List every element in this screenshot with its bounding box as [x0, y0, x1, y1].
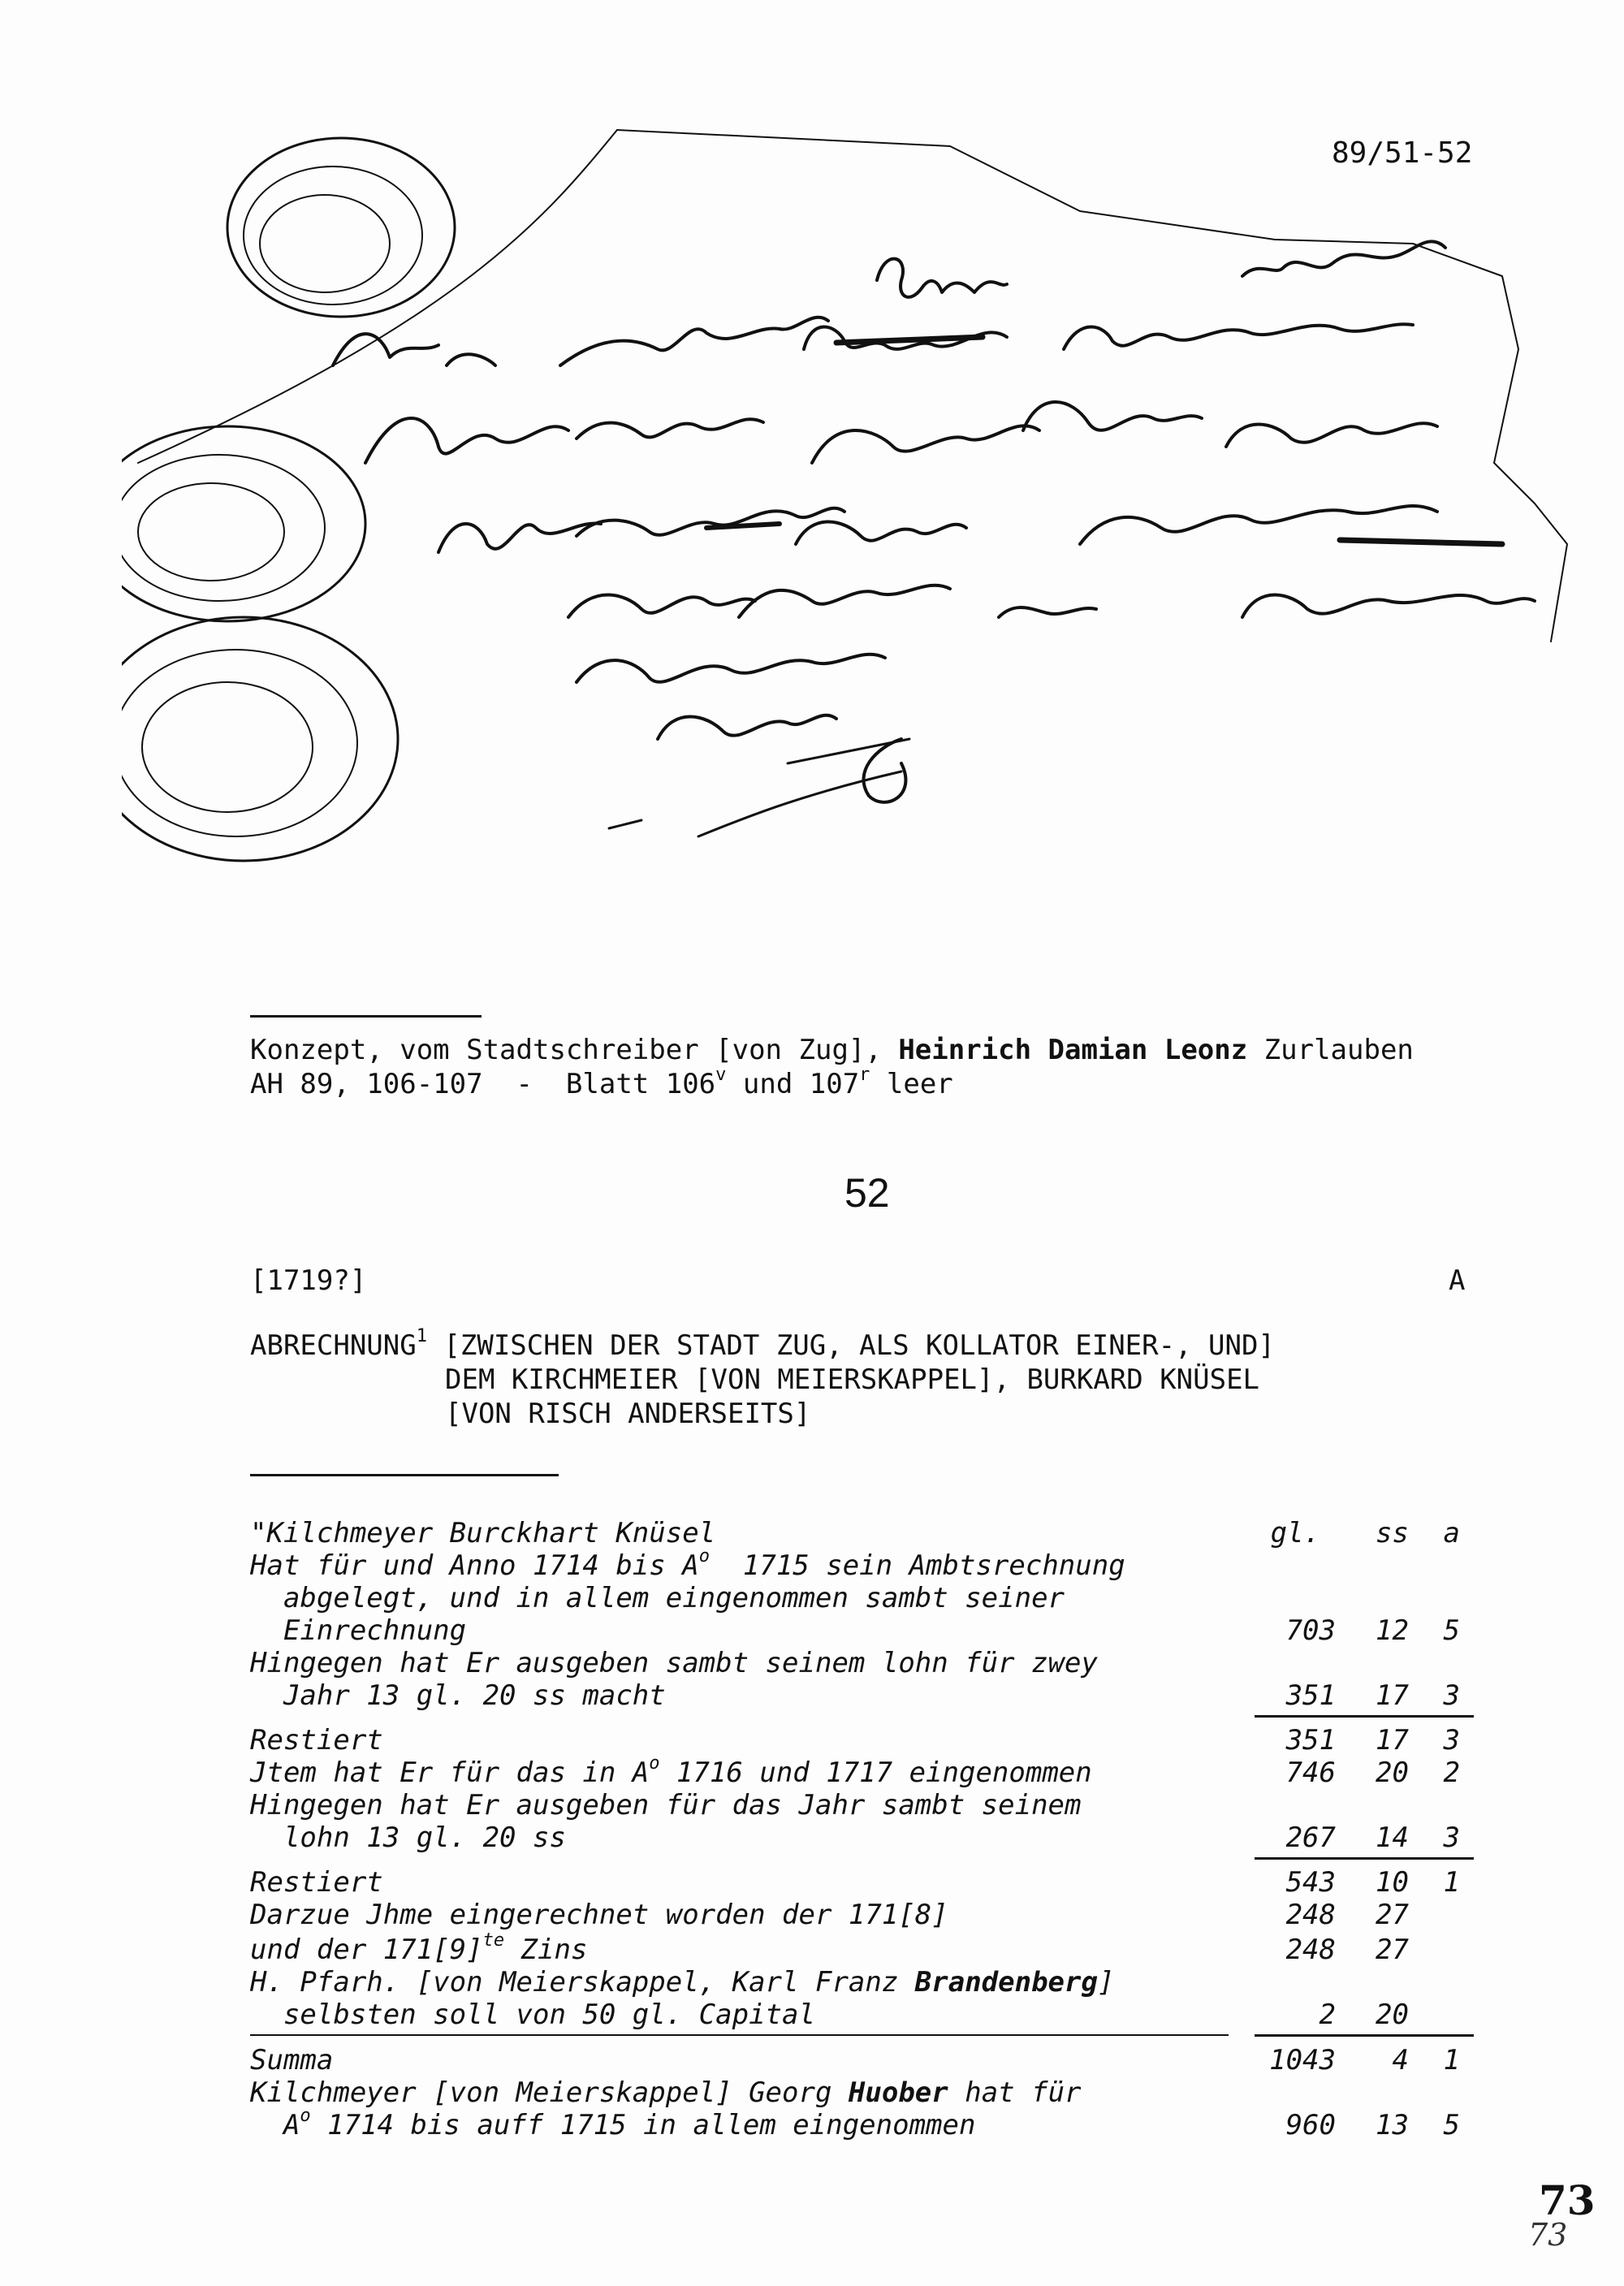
ledger-text: Hat für und Anno 1714 bis A — [250, 1549, 699, 1582]
author-name: Heinrich Damian Leonz — [898, 1034, 1248, 1066]
source-note-prefix: Konzept, vom Stadtschreiber [von Zug], — [250, 1034, 899, 1066]
ledger-line-15: selbsten soll von 50 gl. Capital — [250, 1999, 815, 2031]
amount-schilling: 13 — [1376, 2109, 1409, 2141]
source-note-rule — [250, 1015, 482, 1018]
amount-schilling: 10 — [1376, 1866, 1409, 1899]
amount-gulden: 543 — [1285, 1866, 1336, 1899]
ledger-text: 1714 bis auff 1715 in allem eingenommen — [310, 2109, 976, 2141]
paper-edge-left — [138, 130, 617, 463]
ledger-text: 1715 sein Ambtsrechnung — [709, 1549, 1125, 1582]
folio-text-end: leer — [870, 1068, 953, 1100]
ledger-text: Jtem hat Er für das in A — [250, 1757, 650, 1789]
anno-mark: o — [300, 2106, 311, 2126]
ledger-line-12: Darzue Jhme eingerechnet worden der 171[8] — [250, 1899, 948, 1931]
anno-mark: o — [698, 1546, 710, 1566]
ledger-line-6: Jahr 13 gl. 20 ss macht — [250, 1679, 666, 1712]
ledger-line-4: Einrechnung — [250, 1614, 467, 1647]
amount-angster: 3 — [1443, 1724, 1460, 1757]
author-surname: Zurlauben — [1247, 1034, 1414, 1066]
ledger-line-10: lohn 13 gl. 20 ss — [250, 1821, 566, 1854]
folio-verso-mark: v — [715, 1065, 727, 1085]
ledger-line-7: Restiert — [250, 1724, 383, 1757]
ledger-text: Kilchmeyer [von Meierskappel] Georg — [250, 2076, 849, 2109]
heading-rule — [250, 1474, 559, 1476]
ledger-text: H. Pfarh. [von Meierskappel, Karl Franz — [250, 1966, 915, 1999]
heading-subtitle: [ZWISCHEN DER STADT ZUG, ALS KOLLATOR EINER-, UND] — [426, 1329, 1275, 1362]
summa-rule — [250, 2034, 1229, 2036]
ledger-line-17 — [250, 2076, 1082, 2110]
heading-line-3: [VON RISCH ANDERSEITS] — [445, 1398, 811, 1430]
folio-text-mid: und 107 — [726, 1068, 860, 1100]
document-variant: A — [1449, 1264, 1466, 1297]
person-name: Huober — [848, 2076, 948, 2109]
amount-gulden: 351 — [1285, 1724, 1336, 1757]
page-number-pencil: 73 — [1528, 2217, 1568, 2253]
amount-angster: 5 — [1443, 2109, 1460, 2141]
page-number-stamp: 73 — [1539, 2176, 1596, 2224]
heading-line-2: DEM KIRCHMEIER [VON MEIERSKAPPEL], BURKARD KNÜSEL — [445, 1363, 1260, 1396]
document-number: 52 — [844, 1170, 890, 1216]
amount-gulden: 960 — [1285, 2109, 1336, 2141]
ledger-line-5: Hingegen hat Er ausgeben sambt seinem lohn für zwey — [250, 1647, 1098, 1679]
amount-schilling: 4 — [1392, 2044, 1409, 2076]
ledger-text: ] — [1097, 1966, 1115, 1999]
ledger-text: hat für — [948, 2076, 1082, 2109]
ledger-line-16: Summa — [250, 2044, 334, 2076]
person-name: Brandenberg — [914, 1966, 1098, 1999]
amount-gulden: 267 — [1285, 1821, 1336, 1854]
ledger-text: Zins — [504, 1934, 588, 1966]
ledger-line-1: "Kilchmeyer Burckhart Knüsel — [250, 1517, 716, 1549]
ledger-line-18 — [250, 2108, 975, 2146]
amount-gulden: 248 — [1285, 1899, 1336, 1931]
source-note-line-2 — [250, 1067, 953, 1105]
paper-edge — [617, 130, 1567, 642]
amount-gulden: 2 — [1319, 1999, 1336, 2031]
ledger-text: 1716 und 1717 eingenommen — [659, 1757, 1092, 1789]
column-header-schilling: ss — [1376, 1517, 1409, 1549]
anno-mark: o — [649, 1753, 660, 1774]
amount-angster: 2 — [1443, 1757, 1460, 1789]
amount-schilling: 20 — [1376, 1999, 1409, 2031]
column-header-angster: a — [1443, 1517, 1460, 1549]
amount-angster: 3 — [1443, 1679, 1460, 1712]
amount-angster: 3 — [1443, 1821, 1460, 1854]
heading-line-1 — [250, 1326, 1275, 1367]
amount-gulden: 703 — [1285, 1614, 1336, 1647]
ledger-line-11: Restiert — [250, 1866, 383, 1899]
source-note-line-1 — [250, 1033, 1414, 1067]
amount-angster: 1 — [1443, 1866, 1460, 1899]
document-date: [1719?] — [250, 1264, 367, 1297]
subtotal-rule — [1255, 1715, 1474, 1718]
column-header-gulden: gl. — [1270, 1517, 1320, 1549]
total-rule — [1255, 2034, 1474, 2037]
ledger-line-3: abgelegt, und in allem eingenommen sambt seiner — [250, 1582, 1065, 1614]
ledger-line-9: Hingegen hat Er ausgeben für das Jahr sambt seinem — [250, 1789, 1082, 1821]
amount-angster: 5 — [1443, 1614, 1460, 1647]
heading-title: ABRECHNUNG — [250, 1329, 417, 1362]
subtotal-rule — [1255, 1857, 1474, 1860]
folio-recto-mark: r — [859, 1065, 870, 1085]
amount-angster: 1 — [1443, 2044, 1460, 2076]
amount-gulden: 746 — [1285, 1757, 1336, 1789]
amount-gulden: 1043 — [1269, 2044, 1336, 2076]
footnote-mark: 1 — [416, 1326, 427, 1346]
ledger-text: und der 171[9] — [250, 1934, 483, 1966]
amount-schilling: 27 — [1376, 1899, 1409, 1931]
amount-gulden: 248 — [1285, 1934, 1336, 1966]
amount-schilling: 27 — [1376, 1934, 1409, 1966]
amount-schilling: 20 — [1376, 1757, 1409, 1789]
amount-schilling: 12 — [1376, 1614, 1409, 1647]
folio-text: AH 89, 106-107 - Blatt 106 — [250, 1068, 716, 1100]
handwritten-manuscript-facsimile — [122, 122, 1583, 893]
ledger-text: A — [250, 2109, 300, 2141]
archive-reference: 89/51-52 — [1332, 136, 1473, 170]
amount-gulden: 351 — [1285, 1679, 1336, 1712]
amount-schilling: 17 — [1376, 1724, 1409, 1757]
ordinal-mark: te — [482, 1930, 505, 1951]
amount-schilling: 17 — [1376, 1679, 1409, 1712]
ledger-line-14 — [250, 1965, 1114, 1999]
amount-schilling: 14 — [1376, 1821, 1409, 1854]
